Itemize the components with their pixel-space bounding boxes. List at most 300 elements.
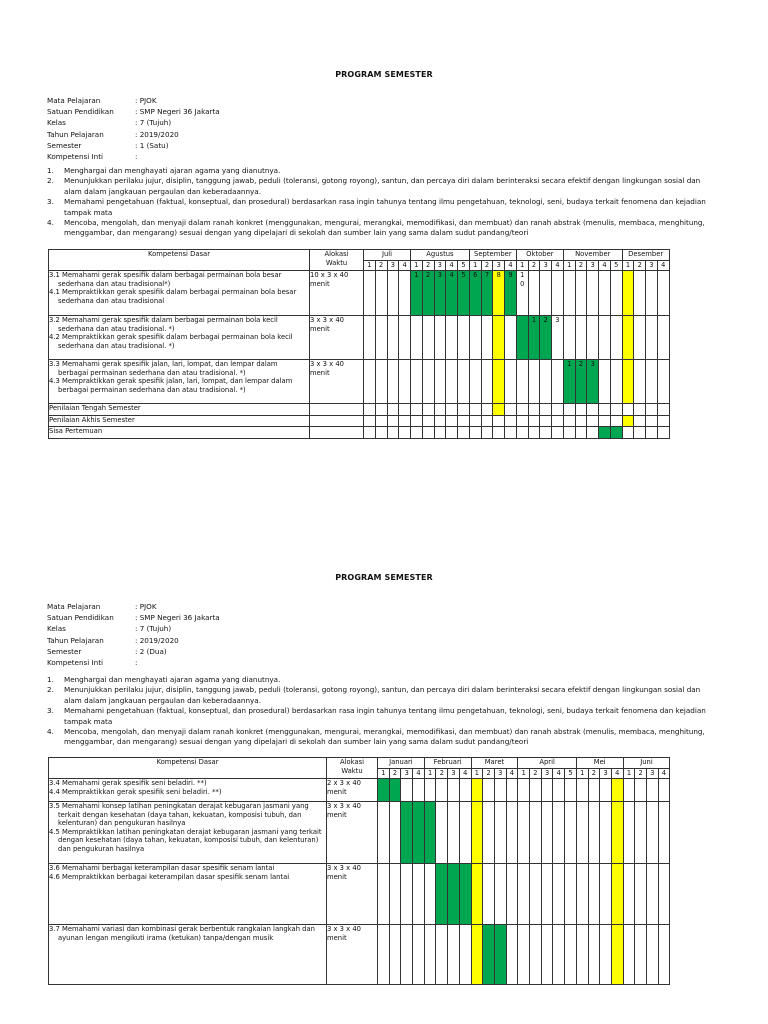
week-cell bbox=[634, 427, 646, 439]
week-cell bbox=[634, 360, 646, 404]
kd-line: Penilaian Akhis Semester bbox=[49, 416, 135, 424]
week-number: 3 bbox=[541, 769, 553, 779]
week-number: 4 bbox=[552, 261, 564, 271]
header-row-months bbox=[49, 758, 670, 769]
week-cell bbox=[471, 864, 483, 925]
table-row bbox=[49, 404, 670, 416]
week-cell bbox=[528, 404, 540, 416]
week-cell bbox=[505, 427, 517, 439]
week-cell bbox=[505, 360, 517, 404]
week-number: 4 bbox=[399, 261, 411, 271]
week-cell bbox=[505, 416, 517, 427]
kompetensi-dasar-cell bbox=[49, 404, 310, 416]
kd-line: 3.2 Memahami gerak spesifik dalam berbagai permainan bola kecil sederhana dan atau tradisional. *) bbox=[49, 316, 278, 333]
kompetensi-inti-list bbox=[47, 675, 717, 748]
week-cell bbox=[575, 404, 587, 416]
info-value: : bbox=[135, 658, 138, 668]
week-cell bbox=[610, 360, 622, 404]
week-cell bbox=[610, 271, 622, 316]
kompetensi-dasar-cell bbox=[49, 416, 310, 427]
week-number: 4 bbox=[446, 261, 458, 271]
week-cell bbox=[389, 802, 401, 864]
month-header: Agustus bbox=[411, 250, 470, 261]
week-number: 4 bbox=[657, 261, 669, 271]
week-cell bbox=[657, 360, 669, 404]
week-cell bbox=[657, 316, 669, 360]
info-row bbox=[47, 140, 220, 151]
week-number: 1 bbox=[623, 769, 635, 779]
info-value: : 7 (Tujuh) bbox=[135, 118, 172, 128]
week-cell bbox=[552, 271, 564, 316]
week-cell bbox=[646, 360, 658, 404]
week-number: 3 bbox=[494, 769, 506, 779]
week-number: 1 bbox=[576, 769, 588, 779]
week-cell bbox=[657, 427, 669, 439]
week-number: 1 bbox=[378, 769, 390, 779]
kompetensi-dasar-cell bbox=[49, 925, 327, 985]
kompetensi-dasar-cell bbox=[49, 779, 327, 802]
week-cell bbox=[506, 864, 518, 925]
table-row bbox=[49, 271, 670, 316]
ki-item bbox=[47, 706, 717, 727]
week-cell bbox=[635, 802, 647, 864]
week-cell bbox=[576, 779, 588, 802]
week-cell bbox=[623, 802, 635, 864]
week-number: 1 bbox=[518, 769, 530, 779]
week-cell bbox=[541, 864, 553, 925]
week-cell bbox=[493, 427, 505, 439]
info-label: Kelas bbox=[47, 624, 66, 634]
week-number: 3 bbox=[540, 261, 552, 271]
week-cell bbox=[375, 416, 387, 427]
week-number: 4 bbox=[658, 769, 670, 779]
week-cell bbox=[634, 316, 646, 360]
week-cell bbox=[471, 802, 483, 864]
week-cell bbox=[448, 779, 460, 802]
week-cell bbox=[528, 416, 540, 427]
week-cell bbox=[622, 416, 634, 427]
week-cell bbox=[494, 864, 506, 925]
week-cell bbox=[623, 779, 635, 802]
week-cell bbox=[611, 802, 623, 864]
week-number: 2 bbox=[588, 769, 600, 779]
week-cell bbox=[541, 779, 553, 802]
alokasi-waktu-cell: 10 x 3 x 40 menit bbox=[310, 271, 364, 316]
kompetensi-dasar-cell bbox=[49, 360, 310, 404]
month-header: Februari bbox=[424, 758, 471, 769]
ki-item bbox=[47, 166, 717, 176]
week-cell bbox=[401, 779, 413, 802]
week-cell bbox=[518, 925, 530, 985]
week-cell bbox=[448, 925, 460, 985]
kd-line: 4.3 Mempraktikkan gerak spesifik jalan, lari, lompat, dan lempar dalam berbagai permainan sederhana dan atau tradisional. *) bbox=[49, 377, 293, 394]
week-cell bbox=[364, 404, 376, 416]
week-number: 3 bbox=[401, 769, 413, 779]
info-row bbox=[47, 129, 220, 140]
kd-line: 3.7 Memahami variasi dan kombinasi gerak berbentuk rangkaian langkah dan ayunan lengan mengikuti irama (ketukan) tanpa/dengan musik bbox=[49, 925, 315, 942]
week-cell bbox=[448, 864, 460, 925]
week-cell bbox=[459, 925, 471, 985]
week-cell bbox=[623, 864, 635, 925]
week-number: 1 bbox=[364, 261, 376, 271]
week-cell bbox=[399, 360, 411, 404]
table-row bbox=[49, 802, 670, 864]
table-row bbox=[49, 864, 670, 925]
week-cell bbox=[446, 427, 458, 439]
week-cell bbox=[587, 404, 599, 416]
kd-line: 3.3 Memahami gerak spesifik jalan, lari, lompat, dan lempar dalam berbagai permainan sederhana dan atau tradisional. *) bbox=[49, 360, 278, 377]
week-cell: 8 bbox=[493, 271, 505, 316]
week-cell: 2 bbox=[575, 360, 587, 404]
week-cell bbox=[657, 271, 669, 316]
kompetensi-dasar-header: Kompetensi Dasar bbox=[49, 758, 327, 779]
week-cell bbox=[563, 271, 575, 316]
week-cell bbox=[518, 864, 530, 925]
info-label: Tahun Pelajaran bbox=[47, 635, 104, 645]
week-cell bbox=[424, 864, 436, 925]
week-cell bbox=[540, 271, 552, 316]
week-cell bbox=[389, 864, 401, 925]
week-cell bbox=[552, 427, 564, 439]
week-cell bbox=[565, 802, 577, 864]
week-cell bbox=[446, 316, 458, 360]
week-cell bbox=[565, 925, 577, 985]
week-cell bbox=[413, 802, 425, 864]
week-cell bbox=[387, 316, 399, 360]
info-label: Tahun Pelajaran bbox=[47, 129, 104, 139]
info-value: : 2019/2020 bbox=[135, 635, 179, 645]
kd-line: 3.4 Memahami gerak spesifik seni beladiri. **) bbox=[49, 779, 207, 787]
week-cell: 1 bbox=[411, 271, 423, 316]
week-cell bbox=[530, 779, 542, 802]
identity-block bbox=[47, 95, 220, 162]
week-cell bbox=[411, 360, 423, 404]
week-cell bbox=[471, 925, 483, 985]
week-cell bbox=[436, 864, 448, 925]
week-cell bbox=[436, 779, 448, 802]
week-cell bbox=[646, 404, 658, 416]
week-cell bbox=[599, 427, 611, 439]
info-value: : SMP Negeri 36 Jakarta bbox=[135, 107, 220, 117]
week-cell bbox=[553, 802, 565, 864]
week-cell bbox=[623, 925, 635, 985]
week-cell bbox=[540, 427, 552, 439]
week-cell bbox=[505, 404, 517, 416]
week-cell: 5 bbox=[458, 271, 470, 316]
week-number: 5 bbox=[610, 261, 622, 271]
ki-text: Menghargai dan menghayati ajaran agama yang dianutnya. bbox=[64, 166, 281, 175]
week-cell bbox=[446, 404, 458, 416]
week-cell bbox=[552, 360, 564, 404]
week-cell bbox=[434, 360, 446, 404]
table-row bbox=[49, 779, 670, 802]
week-cell bbox=[378, 925, 390, 985]
ki-item bbox=[47, 176, 717, 197]
week-cell bbox=[540, 416, 552, 427]
week-number: 4 bbox=[459, 769, 471, 779]
table-row bbox=[49, 427, 670, 439]
week-number: 1 bbox=[471, 769, 483, 779]
week-cell bbox=[657, 404, 669, 416]
week-cell bbox=[622, 427, 634, 439]
week-cell bbox=[563, 404, 575, 416]
week-cell bbox=[657, 416, 669, 427]
info-value: : SMP Negeri 36 Jakarta bbox=[135, 613, 220, 623]
week-cell bbox=[483, 864, 495, 925]
alokasi-waktu-cell: 3 x 3 x 40 menit bbox=[327, 864, 378, 925]
week-cell bbox=[611, 864, 623, 925]
week-number: 2 bbox=[375, 261, 387, 271]
week-cell bbox=[387, 427, 399, 439]
week-cell bbox=[387, 271, 399, 316]
week-cell bbox=[401, 864, 413, 925]
page-title: PROGRAM SEMESTER bbox=[335, 573, 433, 582]
week-number: 4 bbox=[599, 261, 611, 271]
week-cell bbox=[552, 404, 564, 416]
week-cell bbox=[506, 802, 518, 864]
week-cell bbox=[434, 427, 446, 439]
ki-text: Menunjukkan perilaku jujur, disiplin, tanggung jawab, peduli (toleransi, gotong royong), santun, dan percaya diri dalam berinteraksi secara efektif dengan lingkungan sosial dan alam dalam jangkauan pergaulan dan keberadaannya. bbox=[64, 685, 701, 705]
month-header: Juli bbox=[364, 250, 411, 261]
info-value: : PJOK bbox=[135, 96, 157, 105]
alokasi-waktu-cell bbox=[310, 416, 364, 427]
week-cell bbox=[399, 316, 411, 360]
week-number: 2 bbox=[635, 769, 647, 779]
kompetensi-dasar-cell bbox=[49, 864, 327, 925]
ki-item bbox=[47, 197, 717, 218]
week-cell bbox=[528, 427, 540, 439]
table-row bbox=[49, 416, 670, 427]
week-cell bbox=[375, 427, 387, 439]
week-cell bbox=[387, 416, 399, 427]
week-cell bbox=[528, 360, 540, 404]
week-cell bbox=[411, 316, 423, 360]
week-cell bbox=[576, 925, 588, 985]
week-cell bbox=[459, 779, 471, 802]
identity-block bbox=[47, 601, 220, 668]
kd-line: 3.5 Memahami konsep latihan peningkatan derajat kebugaran jasmani yang terkait dengan kesehatan (daya tahan, kekuatan, komposisi tubuh, dan kelenturan) dan pengukuran hasilnya bbox=[49, 802, 309, 828]
week-number: 5 bbox=[458, 261, 470, 271]
week-cell bbox=[364, 271, 376, 316]
week-number: 2 bbox=[528, 261, 540, 271]
week-cell bbox=[434, 316, 446, 360]
ki-text: Memahami pengetahuan (faktual, konseptual, dan prosedural) berdasarkan rasa ingin tahunya tentang ilmu pengetahuan, teknologi, seni, budaya terkait fenomena dan kejadian tampak mata bbox=[64, 197, 706, 217]
ki-text: Menghargai dan menghayati ajaran agama yang dianutnya. bbox=[64, 675, 281, 684]
kompetensi-inti-list bbox=[47, 166, 717, 239]
kompetensi-dasar-cell bbox=[49, 271, 310, 316]
schedule-table bbox=[48, 249, 670, 439]
week-cell bbox=[411, 404, 423, 416]
week-cell bbox=[587, 271, 599, 316]
week-cell bbox=[599, 316, 611, 360]
week-cell: 6 bbox=[469, 271, 481, 316]
info-row bbox=[47, 657, 220, 668]
week-cell: 7 bbox=[481, 271, 493, 316]
week-number: 4 bbox=[413, 769, 425, 779]
week-cell bbox=[588, 779, 600, 802]
week-cell bbox=[411, 427, 423, 439]
week-cell bbox=[506, 779, 518, 802]
week-cell bbox=[399, 271, 411, 316]
alokasi-waktu-cell bbox=[310, 404, 364, 416]
week-cell bbox=[378, 779, 390, 802]
info-value: : 7 (Tujuh) bbox=[135, 624, 172, 634]
week-cell bbox=[481, 404, 493, 416]
ki-item bbox=[47, 675, 717, 685]
week-cell bbox=[389, 779, 401, 802]
week-cell bbox=[575, 416, 587, 427]
week-number: 3 bbox=[600, 769, 612, 779]
week-cell bbox=[424, 925, 436, 985]
week-cell bbox=[646, 779, 658, 802]
week-cell bbox=[576, 864, 588, 925]
kd-line: Sisa Pertemuan bbox=[49, 427, 103, 435]
week-number: 3 bbox=[493, 261, 505, 271]
alokasi-waktu-cell: 3 x 3 x 40 menit bbox=[310, 316, 364, 360]
week-cell bbox=[622, 404, 634, 416]
info-value: : bbox=[135, 152, 138, 162]
week-cell bbox=[458, 416, 470, 427]
week-cell bbox=[622, 271, 634, 316]
week-cell bbox=[588, 802, 600, 864]
week-cell bbox=[458, 427, 470, 439]
week-cell bbox=[530, 864, 542, 925]
week-cell bbox=[622, 316, 634, 360]
week-cell bbox=[471, 779, 483, 802]
week-cell bbox=[458, 316, 470, 360]
week-cell bbox=[587, 427, 599, 439]
week-cell: 3 bbox=[587, 360, 599, 404]
week-cell bbox=[565, 864, 577, 925]
week-cell bbox=[422, 360, 434, 404]
week-cell bbox=[422, 427, 434, 439]
week-number: 5 bbox=[565, 769, 577, 779]
ki-text: Menunjukkan perilaku jujur, disiplin, tanggung jawab, peduli (toleransi, gotong royong), santun, dan percaya diri dalam berinteraksi secara efektif dengan lingkungan sosial dan alam dalam jangkauan pergaulan dan keberadaannya. bbox=[64, 176, 701, 196]
kompetensi-dasar-cell bbox=[49, 316, 310, 360]
week-cell bbox=[610, 404, 622, 416]
week-cell bbox=[528, 271, 540, 316]
week-cell bbox=[646, 416, 658, 427]
week-number: 2 bbox=[389, 769, 401, 779]
week-cell bbox=[518, 802, 530, 864]
week-number: 2 bbox=[481, 261, 493, 271]
week-cell bbox=[553, 925, 565, 985]
week-cell bbox=[364, 427, 376, 439]
week-cell bbox=[422, 404, 434, 416]
week-cell bbox=[587, 316, 599, 360]
week-cell bbox=[481, 360, 493, 404]
week-cell bbox=[658, 779, 670, 802]
week-cell bbox=[413, 864, 425, 925]
week-cell bbox=[481, 416, 493, 427]
week-cell bbox=[563, 427, 575, 439]
week-cell bbox=[611, 779, 623, 802]
week-cell bbox=[378, 802, 390, 864]
kd-line: 4.5 Mempraktikkan latihan peningkatan derajat kebugaran jasmani yang terkait dengan kesehatan (daya tahan, kekuatan, komposisi tubuh, dan kelenturan) dan pengukuran hasilnya bbox=[49, 827, 322, 853]
week-cell bbox=[635, 925, 647, 985]
week-cell bbox=[530, 925, 542, 985]
week-cell bbox=[448, 802, 460, 864]
info-row bbox=[47, 612, 220, 623]
week-cell: 2 bbox=[540, 316, 552, 360]
week-cell bbox=[469, 404, 481, 416]
week-cell bbox=[635, 864, 647, 925]
week-cell bbox=[646, 427, 658, 439]
week-cell bbox=[658, 925, 670, 985]
week-cell bbox=[483, 925, 495, 985]
alokasi-waktu-cell bbox=[310, 427, 364, 439]
page-title: PROGRAM SEMESTER bbox=[335, 70, 433, 79]
week-cell bbox=[493, 404, 505, 416]
week-cell bbox=[493, 416, 505, 427]
week-cell bbox=[422, 416, 434, 427]
week-cell: 2 bbox=[422, 271, 434, 316]
ki-number: 2. bbox=[47, 685, 54, 695]
week-cell bbox=[459, 802, 471, 864]
week-cell bbox=[599, 360, 611, 404]
week-cell: 3 bbox=[552, 316, 564, 360]
week-number: 4 bbox=[611, 769, 623, 779]
week-number: 4 bbox=[553, 769, 565, 779]
week-cell bbox=[459, 864, 471, 925]
week-cell bbox=[399, 427, 411, 439]
week-cell bbox=[646, 316, 658, 360]
week-cell bbox=[399, 404, 411, 416]
week-cell bbox=[494, 779, 506, 802]
week-cell bbox=[599, 416, 611, 427]
week-number: 1 bbox=[411, 261, 423, 271]
week-cell bbox=[494, 925, 506, 985]
alokasi-waktu-header: Alokasi Waktu bbox=[327, 758, 378, 779]
info-label: Semester bbox=[47, 140, 82, 150]
week-cell bbox=[399, 416, 411, 427]
week-cell bbox=[575, 316, 587, 360]
week-number: 4 bbox=[505, 261, 517, 271]
ki-text: Mencoba, mengolah, dan menyaji dalam ranah konkret (menggunakan, mengurai, merangkai, memodifikasi, dan membuat) dan ranah abstrak (menulis, membaca, menghitung, menggambar, dan mengarang) sesuai dengan yang dipelajari di sekolah dan sumber lain yang sama dalam sudut pandang/teori bbox=[64, 218, 705, 238]
week-cell bbox=[646, 802, 658, 864]
week-cell bbox=[599, 271, 611, 316]
week-cell bbox=[469, 360, 481, 404]
week-cell bbox=[424, 779, 436, 802]
week-cell bbox=[610, 427, 622, 439]
week-cell bbox=[411, 416, 423, 427]
info-label: Kelas bbox=[47, 118, 66, 128]
kd-line: 3.1 Memahami gerak spesifik dalam berbagai permainan bola besar sederhana dan atau tradisional*) bbox=[49, 271, 282, 288]
week-number: 1 bbox=[516, 261, 528, 271]
week-cell bbox=[587, 416, 599, 427]
week-cell bbox=[483, 779, 495, 802]
ki-number: 4. bbox=[47, 727, 54, 737]
week-cell bbox=[530, 802, 542, 864]
ki-number: 2. bbox=[47, 176, 54, 186]
week-cell bbox=[375, 271, 387, 316]
kd-line: 4.2 Mempraktikkan gerak spesifik dalam berbagai permainan bola kecil sederhana dan atau tradisional. *) bbox=[49, 333, 293, 350]
table-row bbox=[49, 360, 670, 404]
week-cell bbox=[483, 802, 495, 864]
week-cell bbox=[375, 316, 387, 360]
week-cell bbox=[658, 864, 670, 925]
week-cell bbox=[553, 779, 565, 802]
week-cell bbox=[378, 864, 390, 925]
week-cell bbox=[658, 802, 670, 864]
info-label: Mata Pelajaran bbox=[47, 602, 101, 611]
week-cell bbox=[575, 271, 587, 316]
week-cell bbox=[600, 864, 612, 925]
week-cell bbox=[622, 360, 634, 404]
month-header: Juni bbox=[623, 758, 670, 769]
kompetensi-dasar-cell bbox=[49, 427, 310, 439]
week-cell bbox=[424, 802, 436, 864]
